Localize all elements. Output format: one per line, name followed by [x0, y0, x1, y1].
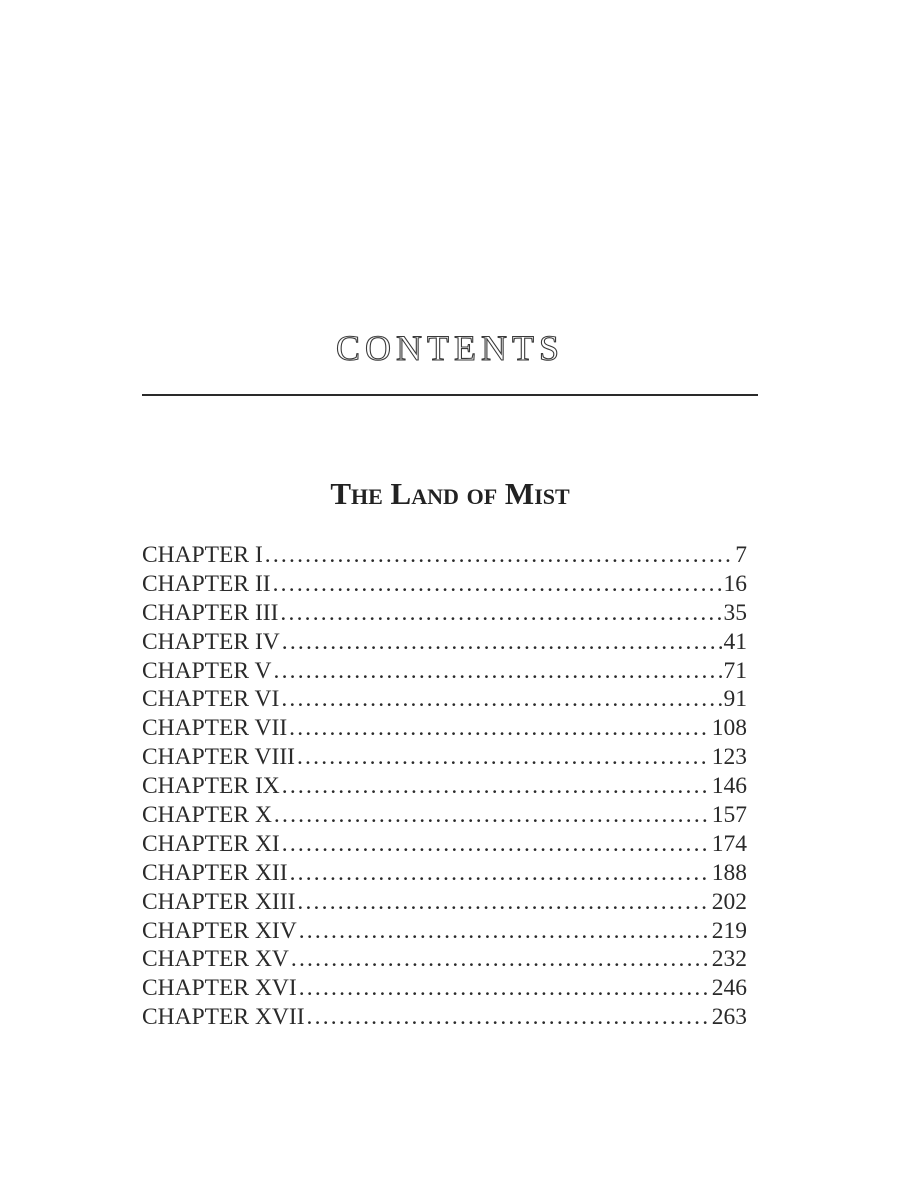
toc-entry-page: 108: [711, 715, 747, 742]
toc-entry[interactable]: [142, 714, 747, 743]
toc-leader-dots: [274, 657, 722, 686]
toc-leader-dots: [290, 859, 710, 888]
toc-leader-dots: [299, 917, 710, 946]
toc-entry[interactable]: [142, 1003, 747, 1032]
toc-entry-label: CHAPTER V: [142, 657, 272, 684]
toc-entry-page: 41: [723, 628, 747, 655]
toc-entry[interactable]: [142, 945, 747, 974]
toc-leader-dots: [281, 685, 721, 714]
toc-entry-page: 123: [711, 744, 747, 771]
toc-entry-page: 174: [711, 830, 747, 857]
toc-entry-label: CHAPTER XIII: [142, 888, 296, 915]
toc-entry-page: 246: [711, 975, 747, 1002]
toc-entry[interactable]: [142, 541, 747, 570]
toc-entry-page: 232: [711, 946, 747, 973]
toc-entry-page: 188: [711, 859, 747, 886]
toc-entry[interactable]: [142, 917, 747, 946]
toc-entry-label: CHAPTER VII: [142, 715, 288, 742]
toc-leader-dots: [299, 974, 710, 1003]
toc-leader-dots: [307, 1003, 710, 1032]
toc-entry-page: 35: [723, 599, 747, 626]
toc-entry-label: CHAPTER XVII: [142, 1004, 305, 1031]
toc-entry-page: 71: [723, 657, 747, 684]
toc-entry-label: CHAPTER X: [142, 802, 272, 829]
toc-entry-label: CHAPTER XIV: [142, 917, 297, 944]
heading-rule: [142, 394, 758, 396]
toc-entry-label: CHAPTER XI: [142, 830, 280, 857]
toc-entry-label: CHAPTER VIII: [142, 744, 295, 771]
toc-entry-page: 7: [735, 542, 747, 568]
toc-entry-label: CHAPTER VI: [142, 686, 280, 713]
toc-leader-dots: [297, 888, 709, 917]
toc-entry[interactable]: [142, 801, 747, 830]
book-title: The Land of Mist: [330, 476, 570, 511]
toc-entry[interactable]: [142, 657, 747, 686]
toc-leader-dots: [282, 772, 710, 801]
toc-entry[interactable]: [142, 888, 747, 917]
toc-leader-dots: [273, 570, 722, 599]
toc-entry[interactable]: [142, 859, 747, 888]
toc-entry[interactable]: [142, 628, 747, 657]
toc-entry[interactable]: [142, 830, 747, 859]
toc-leader-dots: [289, 714, 710, 743]
table-of-contents: [142, 541, 747, 1032]
toc-leader-dots: [282, 830, 710, 859]
toc-entry-label: CHAPTER III: [142, 599, 279, 626]
toc-entry-page: 157: [711, 802, 747, 829]
toc-entry[interactable]: [142, 685, 747, 714]
toc-leader-dots: [265, 541, 733, 570]
toc-entry[interactable]: [142, 772, 747, 801]
toc-entry[interactable]: [142, 570, 747, 599]
toc-entry-label: CHAPTER IV: [142, 628, 280, 655]
toc-entry-label: CHAPTER XVI: [142, 975, 297, 1002]
contents-heading: CONTENTS: [336, 328, 564, 368]
toc-entry-page: 263: [711, 1004, 747, 1031]
toc-leader-dots: [297, 743, 710, 772]
toc-leader-dots: [291, 945, 710, 974]
toc-entry-page: 219: [711, 917, 747, 944]
toc-entry-page: 16: [723, 570, 747, 597]
toc-leader-dots: [282, 628, 722, 657]
toc-entry[interactable]: [142, 974, 747, 1003]
toc-entry-page: 91: [723, 686, 747, 713]
toc-entry-label: CHAPTER I: [142, 542, 263, 568]
toc-entry[interactable]: [142, 599, 747, 628]
toc-entry-page: 146: [711, 773, 747, 800]
toc-leader-dots: [274, 801, 710, 830]
toc-entry-label: CHAPTER II: [142, 570, 271, 597]
toc-entry-page: 202: [711, 888, 747, 915]
toc-entry[interactable]: [142, 743, 747, 772]
toc-entry-label: CHAPTER IX: [142, 773, 280, 800]
toc-entry-label: CHAPTER XII: [142, 859, 288, 886]
toc-leader-dots: [280, 599, 721, 628]
toc-entry-label: CHAPTER XV: [142, 946, 289, 973]
